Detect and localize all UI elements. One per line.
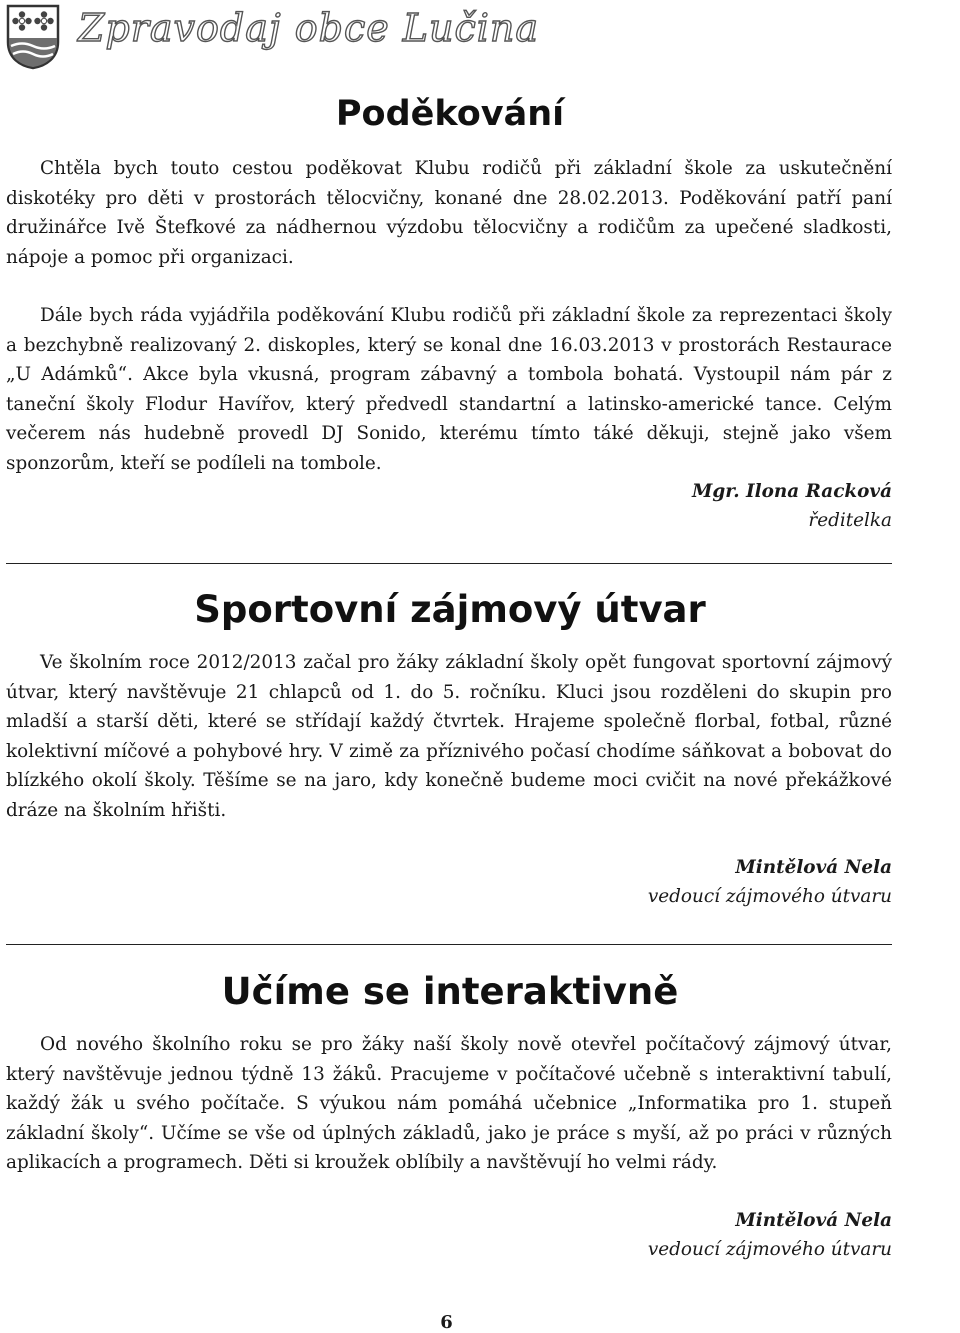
author-role: vedoucí zájmového útvaru (647, 1239, 892, 1260)
author-name: Mgr. Ilona Racková (692, 481, 892, 502)
newsletter-masthead: Zpravodaj obce Lučina (78, 6, 540, 50)
municipal-coat-of-arms-icon (6, 4, 60, 70)
section-divider (6, 563, 892, 564)
page-number: 6 (440, 1312, 453, 1333)
section-title: Učíme se interaktivně (221, 970, 679, 1013)
article-paragraph: Dále bych ráda vyjádřila poděkování Klubu rodičů při základní škole za reprezentaci školy a bezchybně realizovaný 2. diskoples, který se konal dne 16.03.2013 v prostorách Restaurace „U Adámků“. Akce byla vkusná, program zábavný a tombola bohatá. Vystoupil nám pár z taneční školy Flodur Havířov, který předvedl standartní a latinsko-americké tance. Celým večerem nás hudebně provedl DJ Sonido, kterému tímto táké děkuji, stejně jako všem sponzorům, kteří se podíleli na tombole. (6, 305, 892, 474)
author-role: vedoucí zájmového útvaru (647, 886, 892, 907)
section-title: Sportovní zájmový útvar (194, 588, 706, 631)
article-signature (648, 1206, 892, 1264)
article-signature (692, 477, 892, 535)
section-title: Poděkování (335, 94, 565, 134)
author-name: Mintělová Nela (735, 1210, 892, 1231)
section-divider (6, 944, 892, 945)
article-paragraph: Od nového školního roku se pro žáky naší školy nově otevřel počítačový zájmový útvar, který navštěvuje jednou týdně 13 žáků. Pracujeme v počítačové učebně s interaktivní tabulí, každý žák u svého počítače. S výukou nám pomáhá učebnice „Informatika pro 1. stupeň základní školy“. Učíme se vše od úplných základů, jako je práce s myší, až po práci v různých aplikacích a programech. Děti si kroužek oblíbily a navštěvují ho velmi rády. (6, 1034, 892, 1174)
article-paragraph: Chtěla bych touto cestou poděkovat Klubu rodičů při základní škole za uskutečnění diskotéky pro děti v prostorách tělocvičny, konané dne 28.02.2013. Poděkování patří paní družinářce Ivě Štefkové za nádhernou výzdobu tělocvičny a rodičům za upečené sladkosti, nápoje a pomoc při organizaci. (6, 158, 892, 268)
article-signature (648, 853, 892, 911)
article-paragraph: Ve školním roce 2012/2013 začal pro žáky základní školy opět fungovat sportovní zájmový útvar, který navštěvuje 21 chlapců od 1. do 5. ročníku. Kluci jsou rozděleni do skupin pro mladší a starší děti, které se střídají každý čtvrtek. Hrajeme společně florbal, fotbal, různé kolektivní míčové a pohybové hry. V zimě za příznivého počasí chodíme sáňkovat a bobovat do blízkého okolí školy. Těšíme se na jaro, kdy konečně budeme moci cvičit na nové překážkové dráze na školním hřišti. (6, 652, 892, 821)
author-name: Mintělová Nela (735, 857, 892, 878)
newsletter-header (0, 0, 960, 80)
author-role: ředitelka (808, 510, 892, 531)
